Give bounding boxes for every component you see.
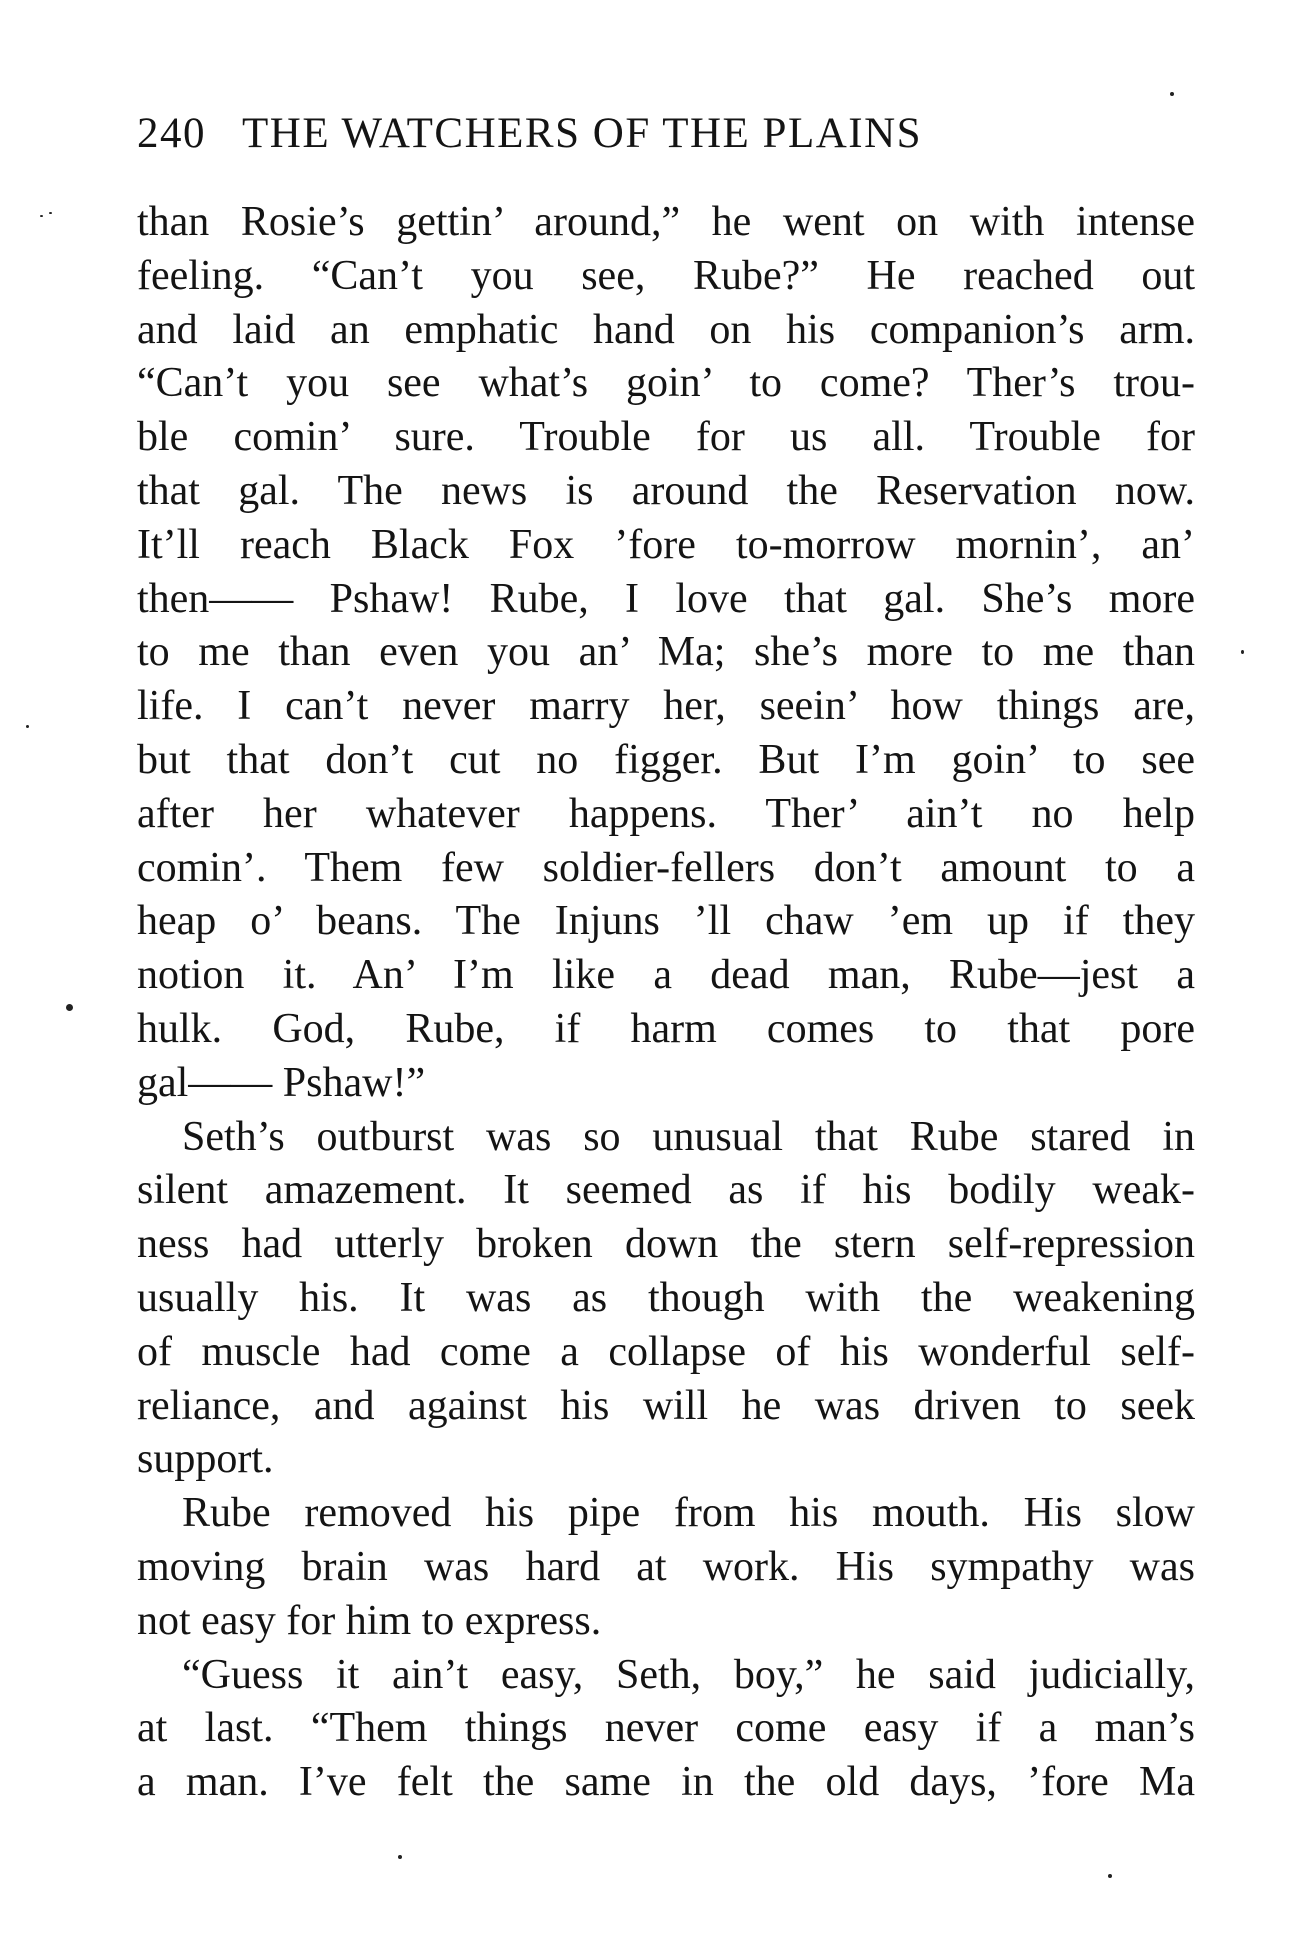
text-line: usually his. It was as though with the weakening [137, 1274, 1195, 1321]
text-line: of muscle had come a collapse of his wonderful self- [137, 1328, 1195, 1375]
scan-speck [1108, 1874, 1112, 1878]
text-line: at last. “Them things never come easy if a man’s [137, 1705, 1195, 1752]
running-head [137, 104, 1197, 164]
scan-speck [1170, 92, 1174, 96]
text-line: “Can’t you see what’s goin’ to come? Ther’s trou- [137, 360, 1195, 407]
running-title: THE WATCHERS OF THE PLAINS [242, 110, 923, 157]
scan-speck [66, 1004, 73, 1011]
page-number: 240 [137, 110, 206, 157]
text-line: and laid an emphatic hand on his companion’s arm. [137, 306, 1195, 353]
text-line: than Rosie’s gettin’ around,” he went on with intense [137, 199, 1195, 245]
text-line: but that don’t cut no figger. But I’m goin’ to see [137, 736, 1195, 783]
scan-speck [398, 1855, 402, 1859]
scan-speck [40, 215, 43, 217]
text-line: comin’. Them few soldier-fellers don’t amount to a [137, 844, 1195, 891]
text-line: support. [137, 1436, 274, 1483]
paragraph-first-line: Seth’s outburst was so unusual that Rube stared in [182, 1113, 1195, 1160]
text-line: not easy for him to express. [137, 1597, 602, 1644]
text-line: hulk. God, Rube, if harm comes to that pore [137, 1005, 1195, 1052]
scan-speck [49, 212, 52, 214]
text-line: a man. I’ve felt the same in the old days, ’fore Ma [137, 1759, 1195, 1806]
text-line: reliance, and against his will he was driven to seek [137, 1382, 1195, 1429]
paragraph-first-line: “Guess it ain’t easy, Seth, boy,” he said judicially, [182, 1651, 1195, 1698]
text-line: gal—— Pshaw!” [137, 1059, 426, 1106]
body-text [137, 196, 1195, 1810]
text-line: then—— Pshaw! Rube, I love that gal. She’s more [137, 575, 1195, 622]
paragraph-first-line: Rube removed his pipe from his mouth. His slow [182, 1490, 1195, 1537]
text-line: life. I can’t never marry her, seein’ how things are, [137, 683, 1195, 730]
text-line: ness had utterly broken down the stern self-repression [137, 1221, 1195, 1268]
text-line: after her whatever happens. Ther’ ain’t no help [137, 790, 1195, 837]
text-line: silent amazement. It seemed as if his bodily weak- [137, 1167, 1195, 1214]
scan-speck [26, 725, 29, 728]
text-line: heap o’ beans. The Injuns ’ll chaw ’em up if they [137, 898, 1195, 945]
text-line: that gal. The news is around the Reservation now. [137, 467, 1195, 514]
text-line: feeling. “Can’t you see, Rube?” He reached out [137, 252, 1195, 299]
text-line: ble comin’ sure. Trouble for us all. Trouble for [137, 414, 1195, 461]
text-line: moving brain was hard at work. His sympathy was [137, 1543, 1195, 1590]
text-line: notion it. An’ I’m like a dead man, Rube—jest a [137, 952, 1195, 999]
text-line: to me than even you an’ Ma; she’s more to me than [137, 629, 1195, 676]
scan-speck [1241, 650, 1244, 654]
text-line: It’ll reach Black Fox ’fore to-morrow mornin’, an’ [137, 521, 1195, 568]
